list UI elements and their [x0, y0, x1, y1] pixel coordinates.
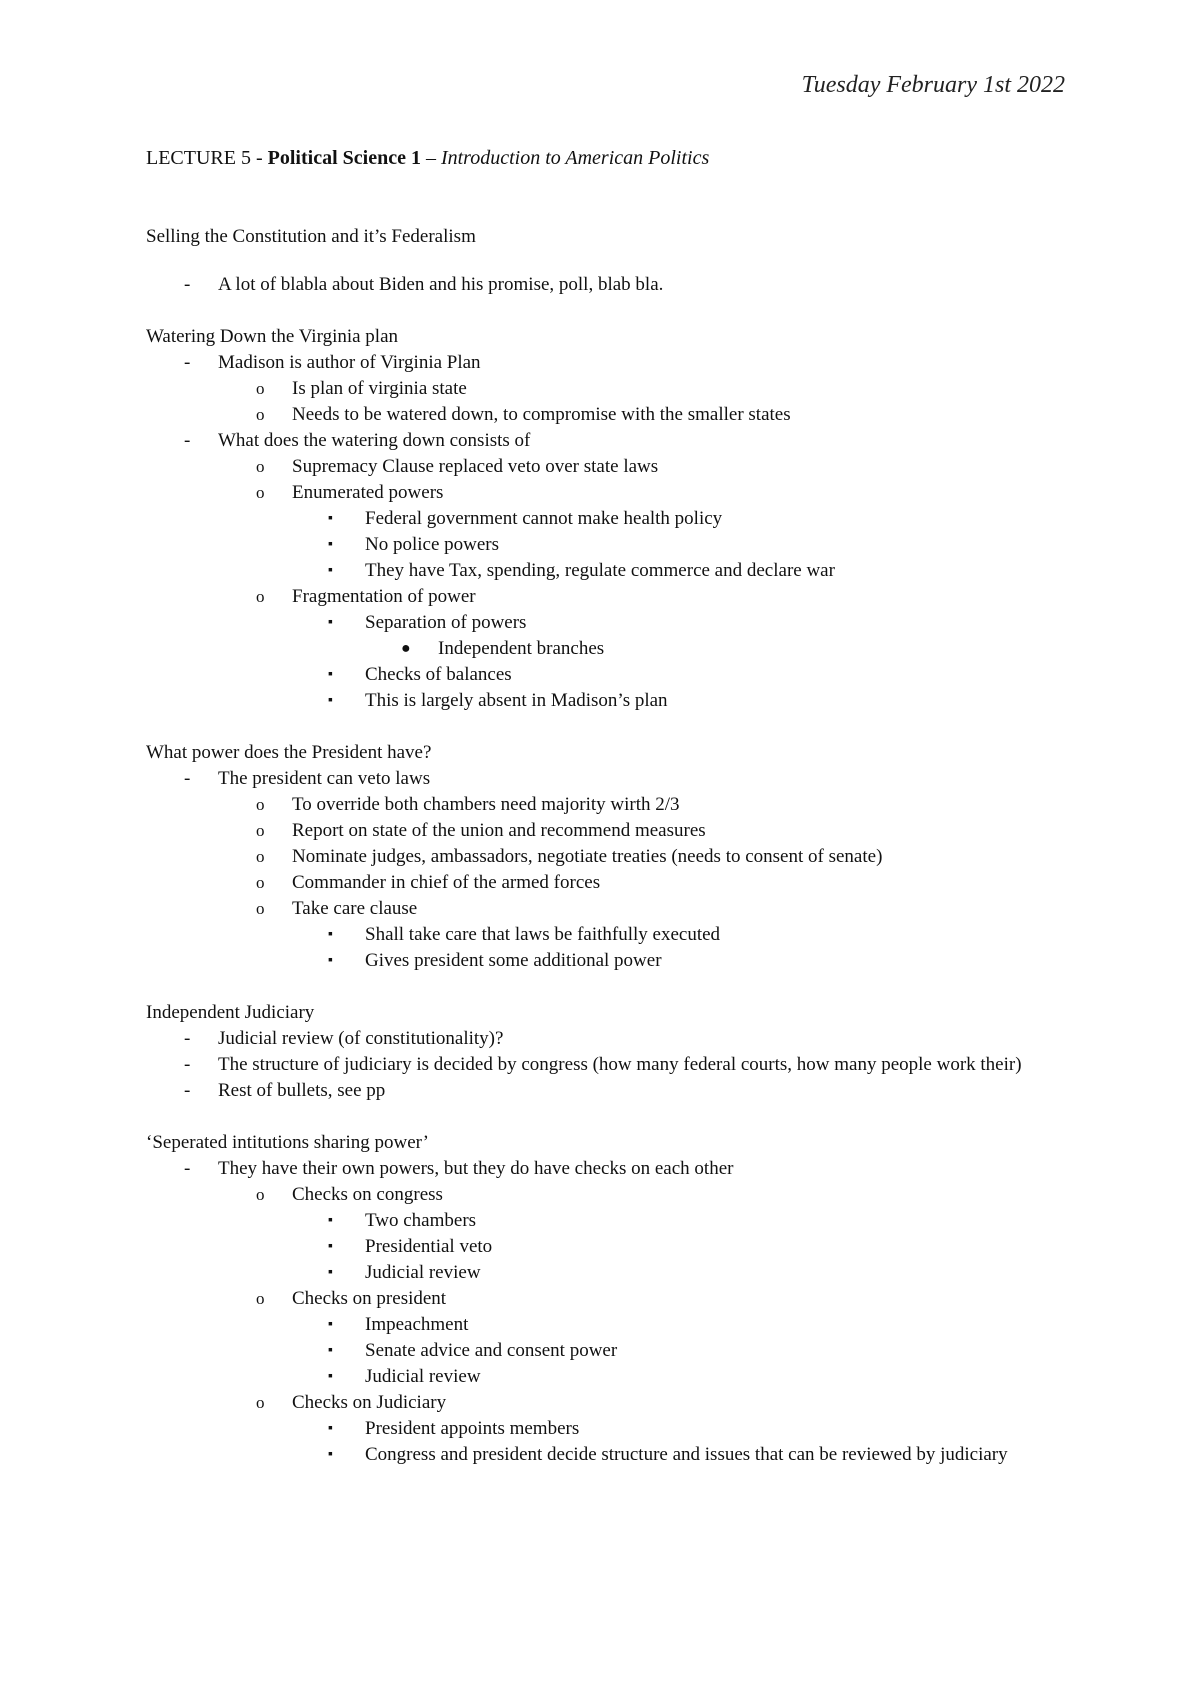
bullet-text: Presidential veto	[365, 1236, 493, 1257]
bullet-item	[146, 1442, 1066, 1468]
bullet-text: Independent branches	[438, 638, 605, 659]
bullet-item	[146, 688, 1066, 714]
bullet-item	[146, 844, 1066, 870]
bullet-item	[146, 1078, 1066, 1104]
bullet-marker: ▪	[328, 927, 333, 942]
bullet-text: Needs to be watered down, to compromise with the smaller states	[292, 404, 791, 425]
course-subtitle: Introduction to American Politics	[440, 147, 710, 169]
bullet-text: Shall take care that laws be faithfully executed	[365, 924, 721, 945]
bullet-marker: o	[256, 847, 265, 866]
bullet-text: Checks on Judiciary	[292, 1392, 447, 1413]
bullet-text: Is plan of virginia state	[292, 378, 467, 399]
bullet-text: Fragmentation of power	[292, 586, 476, 607]
bullet-text: Checks on congress	[292, 1184, 443, 1205]
bullet-item	[146, 506, 1066, 532]
bullet-text: Supremacy Clause replaced veto over state laws	[292, 456, 659, 477]
bullet-marker: -	[184, 1158, 191, 1179]
bullet-item	[146, 610, 1066, 636]
bullet-text: Impeachment	[365, 1314, 469, 1335]
bullet-marker: ▪	[328, 1369, 333, 1384]
bullet-text: No police powers	[365, 534, 500, 555]
bullet-item	[146, 1416, 1066, 1442]
section-gap	[146, 1104, 1066, 1130]
bullet-item	[146, 1182, 1066, 1208]
bullet-text: President appoints members	[365, 1418, 580, 1439]
bullet-marker: ▪	[328, 1317, 333, 1332]
bullet-marker: -	[184, 274, 191, 295]
bullet-marker: o	[256, 795, 265, 814]
bullet-text: Checks of balances	[365, 664, 512, 685]
bullet-text: Judicial review	[365, 1262, 481, 1283]
bullet-text: This is largely absent in Madison’s plan	[365, 690, 668, 711]
bullet-text: To override both chambers need majority wirth 2/3	[292, 794, 680, 815]
title-dash: –	[425, 147, 436, 169]
bullet-item	[146, 636, 1066, 662]
bullet-marker: ▪	[328, 693, 333, 708]
bullet-marker: o	[256, 899, 265, 918]
bullet-item	[146, 922, 1066, 948]
bullet-marker: ▪	[328, 953, 333, 968]
bullet-item	[146, 818, 1066, 844]
bullet-text: Checks on president	[292, 1288, 447, 1309]
bullet-marker: ●	[401, 640, 411, 657]
heading-gap	[146, 250, 1066, 272]
bullet-item	[146, 1234, 1066, 1260]
bullet-text: Two chambers	[365, 1210, 477, 1231]
bullet-item	[146, 662, 1066, 688]
bullet-text: Rest of bullets, see pp	[218, 1080, 386, 1101]
bullet-marker: ▪	[328, 563, 333, 578]
bullet-text: Judicial review (of constitutionality)?	[218, 1028, 504, 1049]
bullet-text: They have their own powers, but they do have checks on each other	[218, 1158, 734, 1179]
section-gap	[146, 714, 1066, 740]
bullet-marker: ▪	[328, 537, 333, 552]
bullet-item	[146, 1338, 1066, 1364]
bullet-item	[146, 480, 1066, 506]
section-heading: What power does the President have?	[146, 742, 432, 763]
course-name: Political Science 1	[267, 147, 421, 169]
bullet-item	[146, 1260, 1066, 1286]
bullet-marker: o	[256, 1185, 265, 1204]
bullet-marker: ▪	[328, 1213, 333, 1228]
lecture-title	[146, 145, 709, 171]
section-heading: Watering Down the Virginia plan	[146, 326, 399, 347]
bullet-text: Commander in chief of the armed forces	[292, 872, 601, 893]
bullet-marker: ▪	[328, 1421, 333, 1436]
bullet-item	[146, 1364, 1066, 1390]
bullet-marker: -	[184, 1054, 191, 1075]
bullet-marker: o	[256, 587, 265, 606]
section-gap	[146, 974, 1066, 1000]
bullet-marker: -	[184, 430, 191, 451]
bullet-marker: ▪	[328, 511, 333, 526]
bullet-marker: -	[184, 1080, 191, 1101]
bullet-text: The president can veto laws	[218, 768, 431, 789]
bullet-marker: o	[256, 873, 265, 892]
bullet-item	[146, 272, 1066, 298]
bullet-item	[146, 1052, 1066, 1078]
bullet-text: The structure of judiciary is decided by congress (how many federal courts, how many people work their)	[218, 1054, 1022, 1075]
bullet-item	[146, 428, 1066, 454]
bullet-item	[146, 870, 1066, 896]
bullet-marker: ▪	[328, 667, 333, 682]
bullet-text: They have Tax, spending, regulate commerce and declare war	[365, 560, 835, 581]
bullet-marker: -	[184, 768, 191, 789]
bullet-text: Take care clause	[292, 898, 418, 919]
notes-body	[146, 224, 1066, 1468]
bullet-item	[146, 350, 1066, 376]
bullet-text: Federal government cannot make health policy	[365, 508, 723, 529]
bullet-text: Senate advice and consent power	[365, 1340, 618, 1361]
bullet-marker: ▪	[328, 1265, 333, 1280]
bullet-text: Enumerated powers	[292, 482, 444, 503]
bullet-item	[146, 1026, 1066, 1052]
bullet-text: A lot of blabla about Biden and his promise, poll, blab bla.	[218, 274, 664, 295]
bullet-text: Judicial review	[365, 1366, 481, 1387]
bullet-marker: ▪	[328, 1239, 333, 1254]
bullet-item	[146, 1390, 1066, 1416]
bullet-marker: o	[256, 821, 265, 840]
bullet-item	[146, 766, 1066, 792]
bullet-marker: ▪	[328, 615, 333, 630]
bullet-marker: ▪	[328, 1343, 333, 1358]
bullet-marker: ▪	[328, 1447, 333, 1462]
bullet-marker: o	[256, 483, 265, 502]
bullet-item	[146, 532, 1066, 558]
bullet-text: Madison is author of Virginia Plan	[218, 352, 481, 373]
bullet-text: Nominate judges, ambassadors, negotiate treaties (needs to consent of senate)	[292, 846, 883, 867]
bullet-text: Gives president some additional power	[365, 950, 662, 971]
bullet-item	[146, 1286, 1066, 1312]
bullet-text: Congress and president decide structure and issues that can be reviewed by judiciary	[365, 1444, 1008, 1465]
bullet-item	[146, 792, 1066, 818]
bullet-marker: o	[256, 405, 265, 424]
section-heading: ‘Seperated intitutions sharing power’	[146, 1132, 429, 1153]
bullet-item	[146, 454, 1066, 480]
bullet-text: What does the watering down consists of	[218, 430, 531, 451]
date-heading: Tuesday February 1st 2022	[801, 72, 1065, 98]
bullet-item	[146, 376, 1066, 402]
bullet-item	[146, 558, 1066, 584]
bullet-marker: o	[256, 457, 265, 476]
bullet-item	[146, 1156, 1066, 1182]
lecture-number: LECTURE 5 -	[146, 147, 263, 169]
bullet-item	[146, 584, 1066, 610]
section-heading: Selling the Constitution and it’s Federalism	[146, 226, 476, 247]
bullet-marker: -	[184, 1028, 191, 1049]
section-heading: Independent Judiciary	[146, 1002, 315, 1023]
bullet-text: Separation of powers	[365, 612, 527, 633]
bullet-item	[146, 1208, 1066, 1234]
section-gap	[146, 298, 1066, 324]
bullet-item	[146, 1312, 1066, 1338]
bullet-marker: -	[184, 352, 191, 373]
bullet-item	[146, 896, 1066, 922]
bullet-item	[146, 402, 1066, 428]
bullet-marker: o	[256, 1393, 265, 1412]
bullet-marker: o	[256, 379, 265, 398]
bullet-marker: o	[256, 1289, 265, 1308]
bullet-text: Report on state of the union and recommend measures	[292, 820, 706, 841]
bullet-item	[146, 948, 1066, 974]
